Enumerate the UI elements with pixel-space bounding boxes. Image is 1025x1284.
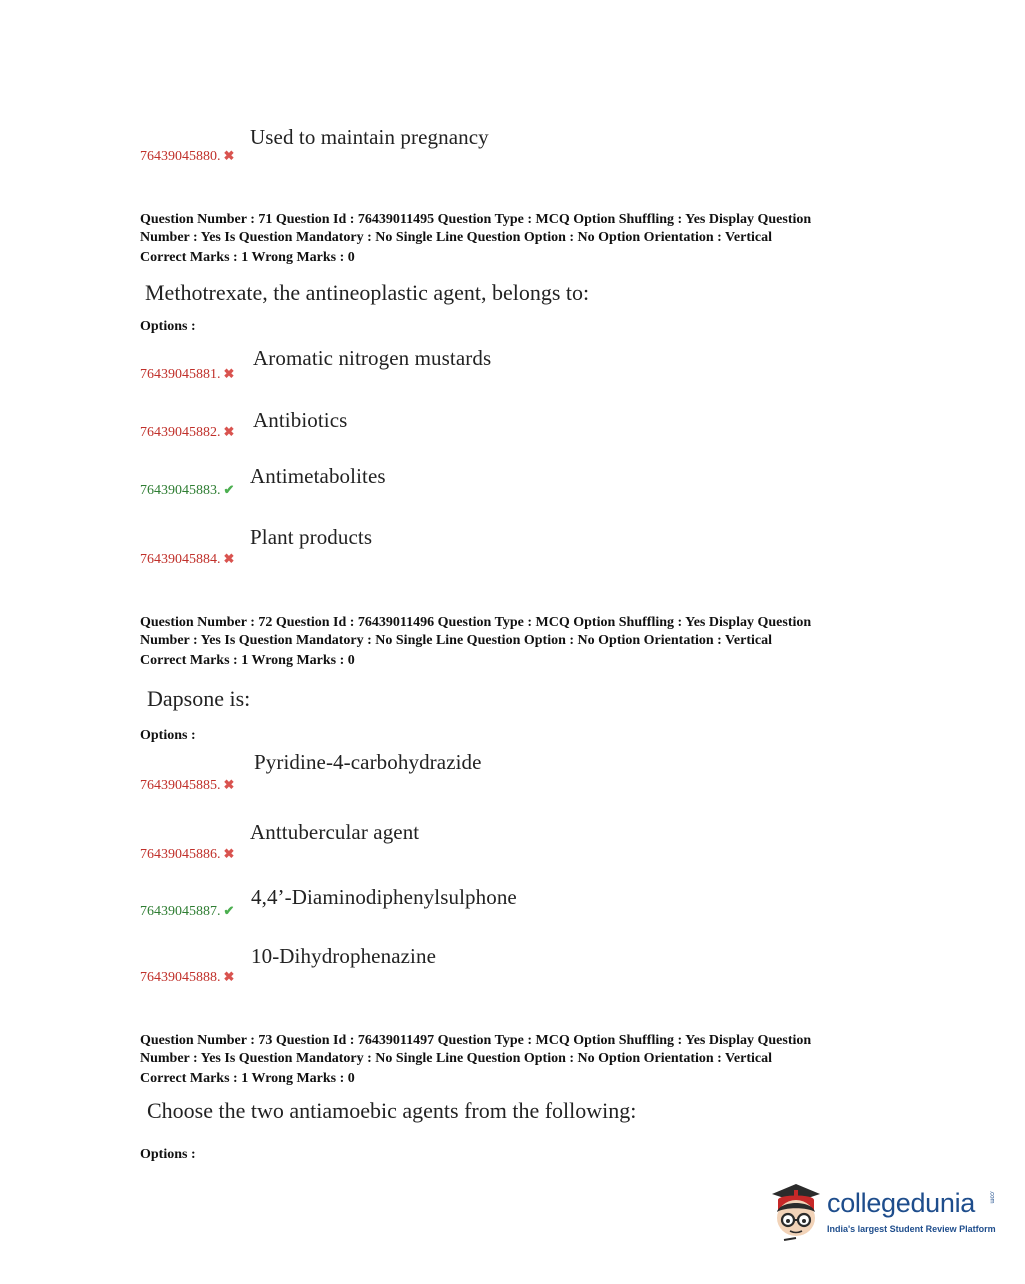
question-text: Choose the two antiamoebic agents from the following: xyxy=(147,1098,637,1123)
option-row xyxy=(140,776,234,794)
question-meta-line: Number : Yes Is Question Mandatory : No Single Line Question Option : No Option Orientation : Vertical xyxy=(140,633,772,648)
option-row xyxy=(140,365,234,383)
options-label: Options : xyxy=(140,319,196,334)
option-text: Plant products xyxy=(250,525,373,549)
question-meta xyxy=(140,211,880,267)
question-meta-line: Question Number : 73 Question Id : 76439011497 Question Type : MCQ Option Shuffling : Yes Display Question xyxy=(140,1033,812,1048)
question-meta-line: Number : Yes Is Question Mandatory : No Single Line Question Option : No Option Orientation : Vertical xyxy=(140,230,772,245)
cross-icon: ✖ xyxy=(223,969,235,984)
cross-icon: ✖ xyxy=(223,424,235,439)
check-icon: ✔ xyxy=(223,482,235,497)
question-marks: Correct Marks : 1 Wrong Marks : 0 xyxy=(140,1071,355,1086)
collegedunia-logo xyxy=(768,1178,998,1248)
logo-tagline: India's largest Student Review Platform xyxy=(827,1224,996,1234)
logo-com: .com xyxy=(988,1190,995,1204)
option-text: Used to maintain pregnancy xyxy=(250,125,489,149)
option-row xyxy=(140,968,234,986)
option-id: 76439045883. xyxy=(140,483,221,498)
cross-icon: ✖ xyxy=(223,366,235,381)
option-row xyxy=(140,423,234,441)
option-text: Aromatic nitrogen mustards xyxy=(253,346,492,370)
cross-icon: ✖ xyxy=(223,551,235,566)
cross-icon: ✖ xyxy=(223,777,235,792)
option-id: 76439045887. xyxy=(140,904,221,919)
option-id: 76439045880. xyxy=(140,149,221,164)
options-label: Options : xyxy=(140,728,196,743)
question-marks: Correct Marks : 1 Wrong Marks : 0 xyxy=(140,653,355,668)
question-meta-line: Question Number : 72 Question Id : 76439011496 Question Type : MCQ Option Shuffling : Yes Display Question xyxy=(140,615,812,630)
question-marks: Correct Marks : 1 Wrong Marks : 0 xyxy=(140,250,355,265)
option-row xyxy=(140,550,234,568)
option-row xyxy=(140,902,234,920)
question-meta xyxy=(140,1032,880,1088)
question-meta-line: Question Number : 71 Question Id : 76439011495 Question Type : MCQ Option Shuffling : Yes Display Question xyxy=(140,212,812,227)
logo-name: collegedunia xyxy=(827,1188,976,1218)
option-text: Antimetabolites xyxy=(250,464,386,488)
option-id: 76439045881. xyxy=(140,367,221,382)
option-text: Anttubercular agent xyxy=(250,820,420,844)
question-text: Methotrexate, the antineoplastic agent, belongs to: xyxy=(145,280,590,305)
mascot-icon xyxy=(768,1180,826,1242)
option-text: 10-Dihydrophenazine xyxy=(251,944,437,968)
option-id: 76439045886. xyxy=(140,847,221,862)
option-id: 76439045885. xyxy=(140,778,221,793)
question-meta-line: Number : Yes Is Question Mandatory : No Single Line Question Option : No Option Orientation : Vertical xyxy=(140,1051,772,1066)
option-text: Antibiotics xyxy=(253,408,348,432)
option-id: 76439045882. xyxy=(140,425,221,440)
option-row xyxy=(140,481,234,499)
option-text: 4,4’-Diaminodiphenylsulphone xyxy=(251,885,517,909)
option-text: Pyridine-4-carbohydrazide xyxy=(254,750,482,774)
options-label: Options : xyxy=(140,1147,196,1162)
option-id: 76439045884. xyxy=(140,552,221,567)
option-id: 76439045888. xyxy=(140,970,221,985)
cross-icon: ✖ xyxy=(223,846,235,861)
option-row xyxy=(140,147,234,165)
option-row xyxy=(140,845,234,863)
question-text: Dapsone is: xyxy=(147,686,251,711)
question-meta xyxy=(140,614,880,670)
cross-icon: ✖ xyxy=(223,148,235,163)
check-icon: ✔ xyxy=(223,903,235,918)
